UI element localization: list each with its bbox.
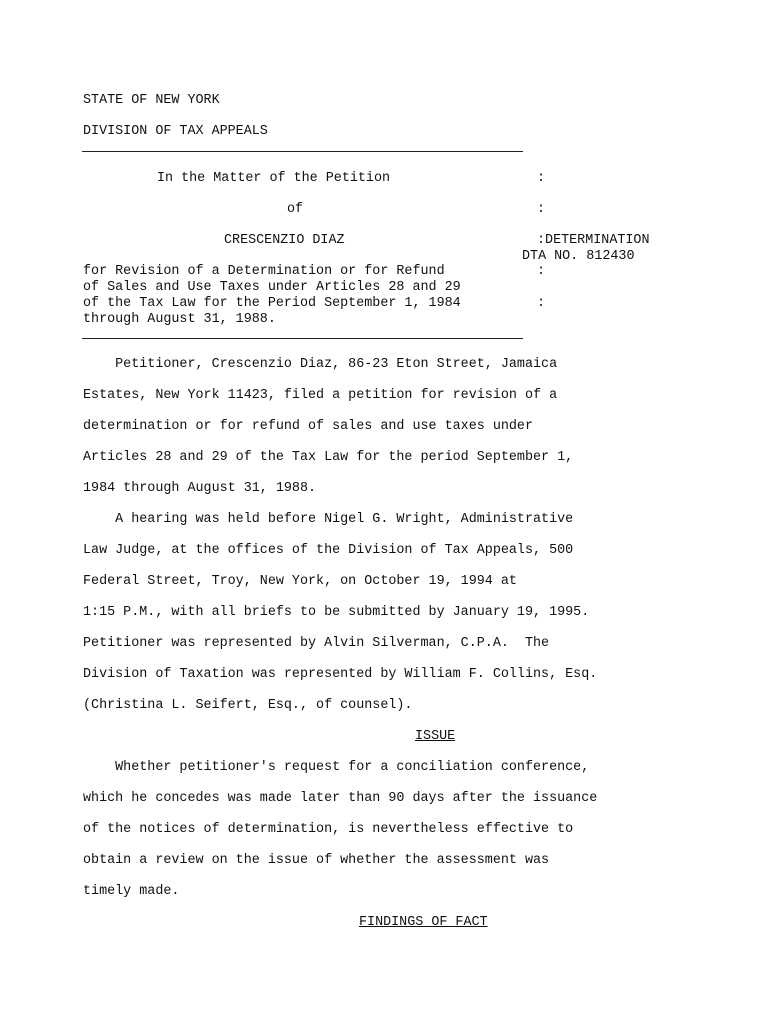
dta-number: DTA NO. 812430 bbox=[522, 249, 635, 264]
determination-label: :DETERMINATION bbox=[537, 233, 650, 248]
issue-line-5: timely made. bbox=[83, 884, 180, 899]
issue-heading: ISSUE bbox=[415, 729, 456, 744]
para2-line-6: Division of Taxation was represented by William F. Collins, Esq. bbox=[83, 667, 598, 682]
caption-colon-1: : bbox=[537, 171, 546, 186]
issue-line-1: Whether petitioner's request for a conciliation conference, bbox=[83, 760, 590, 775]
para1-line-2: Estates, New York 11423, filed a petition for revision of a bbox=[83, 388, 558, 403]
para2-line-7: (Christina L. Seifert, Esq., of counsel). bbox=[83, 698, 413, 713]
caption-colon-2: : bbox=[537, 202, 546, 217]
para1-line-3: determination or for refund of sales and use taxes under bbox=[83, 419, 533, 434]
para2-line-4: 1:15 P.M., with all briefs to be submitted by January 19, 1995. bbox=[83, 605, 590, 620]
caption-bottom-rule bbox=[82, 338, 523, 339]
petitioner-name: CRESCENZIO DIAZ bbox=[224, 233, 345, 248]
caption-subject-line-2: of Sales and Use Taxes under Articles 28 and 29 bbox=[83, 280, 461, 295]
para2-line-5: Petitioner was represented by Alvin Silverman, C.P.A. The bbox=[83, 636, 550, 651]
division-heading: DIVISION OF TAX APPEALS bbox=[83, 124, 268, 139]
caption-top-rule bbox=[82, 151, 523, 152]
findings-of-fact-heading: FINDINGS OF FACT bbox=[359, 915, 488, 930]
caption-subject-line-4: through August 31, 1988. bbox=[83, 312, 276, 327]
caption-colon-4: : bbox=[537, 296, 546, 311]
para1-line-1: Petitioner, Crescenzio Diaz, 86-23 Eton Street, Jamaica bbox=[83, 357, 558, 372]
caption-matter-line: In the Matter of the Petition bbox=[157, 171, 391, 186]
caption-of-line: of bbox=[287, 202, 304, 217]
issue-line-2: which he concedes was made later than 90 days after the issuance bbox=[83, 791, 598, 806]
para2-line-1: A hearing was held before Nigel G. Wright, Administrative bbox=[83, 512, 574, 527]
para2-line-2: Law Judge, at the offices of the Division of Tax Appeals, 500 bbox=[83, 543, 574, 558]
caption-subject-line-3: of the Tax Law for the Period September 1, 1984 bbox=[83, 296, 461, 311]
state-heading: STATE OF NEW YORK bbox=[83, 93, 220, 108]
para1-line-4: Articles 28 and 29 of the Tax Law for the period September 1, bbox=[83, 450, 574, 465]
caption-subject-line-1: for Revision of a Determination or for Refund bbox=[83, 264, 445, 279]
issue-line-3: of the notices of determination, is nevertheless effective to bbox=[83, 822, 574, 837]
para1-line-5: 1984 through August 31, 1988. bbox=[83, 481, 317, 496]
issue-line-4: obtain a review on the issue of whether the assessment was bbox=[83, 853, 550, 868]
para2-line-3: Federal Street, Troy, New York, on October 19, 1994 at bbox=[83, 574, 517, 589]
caption-colon-3: : bbox=[537, 264, 546, 279]
